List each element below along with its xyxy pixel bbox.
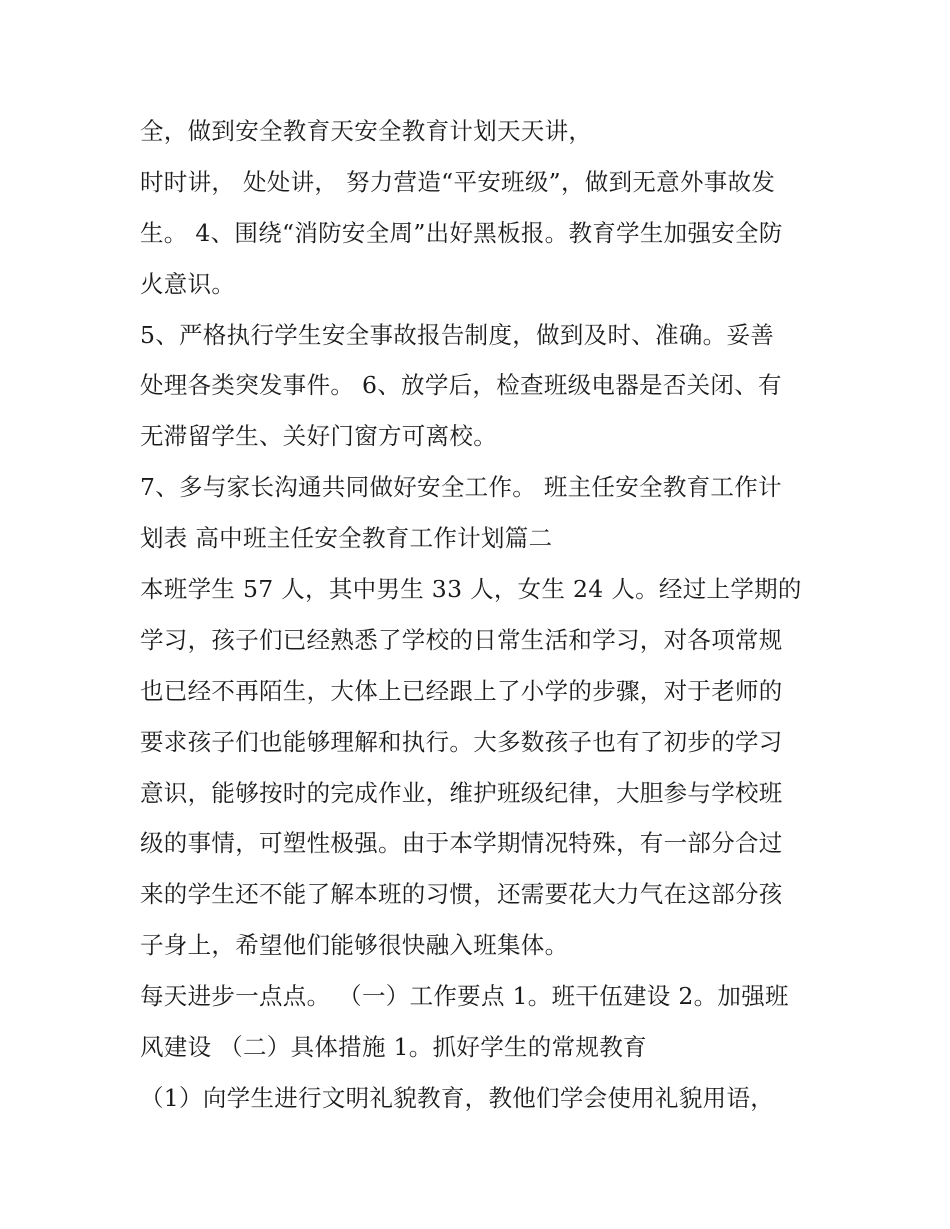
text-line: 风建设 （二）具体措施 1。抓好学生的常规教育 — [140, 1033, 647, 1062]
text-line: 子身上，希望他们能够很快融入班集体。 — [140, 931, 569, 960]
text-line: 来的学生还不能了解本班的习惯，还需要花大力气在这部分孩 — [140, 880, 783, 909]
document-body — [140, 106, 820, 1124]
text-line: 无滞留学生、关好门窗方可离校。 — [140, 422, 497, 451]
text-line: 级的事情，可塑性极强。由于本学期情况特殊，有一部分合过 — [140, 829, 783, 858]
text-line: 学习，孩子们已经熟悉了学校的日常生活和学习，对各项常规 — [140, 625, 783, 654]
text-line: （1）向学生进行文明礼貌教育，教他们学会使用礼貌用语， — [140, 1083, 775, 1112]
text-line: 处理各类突发事件。 6、放学后，检查班级电器是否关闭、有 — [140, 371, 782, 400]
text-line: 本班学生 57 人，其中男生 33 人，女生 24 人。经过上学期的 — [140, 575, 802, 604]
text-line: 生。 4、围绕“消防安全周”出好黑板报。教育学生加强安全防 — [140, 218, 783, 247]
text-line: 划表 高中班主任安全教育工作计划篇二 — [140, 524, 553, 553]
text-line: 意识，能够按时的完成作业，维护班级纪律，大胆参与学校班 — [140, 778, 783, 807]
text-line: 7、多与家长沟通共同做好安全工作。 班主任安全教育工作计 — [140, 473, 782, 502]
text-line: 也已经不再陌生，大体上已经跟上了小学的步骤，对于老师的 — [140, 676, 783, 705]
text-line: 全，做到安全教育天安全教育计划天天讲， — [140, 117, 593, 145]
text-line: 要求孩子们也能够理解和执行。大多数孩子也有了初步的学习 — [140, 727, 783, 756]
text-line: 5、严格执行学生安全事故报告制度，做到及时、准确。妥善 — [140, 320, 775, 349]
text-line: 每天进步一点点。 （一）工作要点 1。班干伍建设 2。加强班 — [140, 982, 789, 1011]
text-line: 时时讲， 处处讲， 努力营造“平安班级”，做到无意外事故发 — [140, 167, 776, 196]
text-line: 火意识。 — [140, 269, 236, 298]
